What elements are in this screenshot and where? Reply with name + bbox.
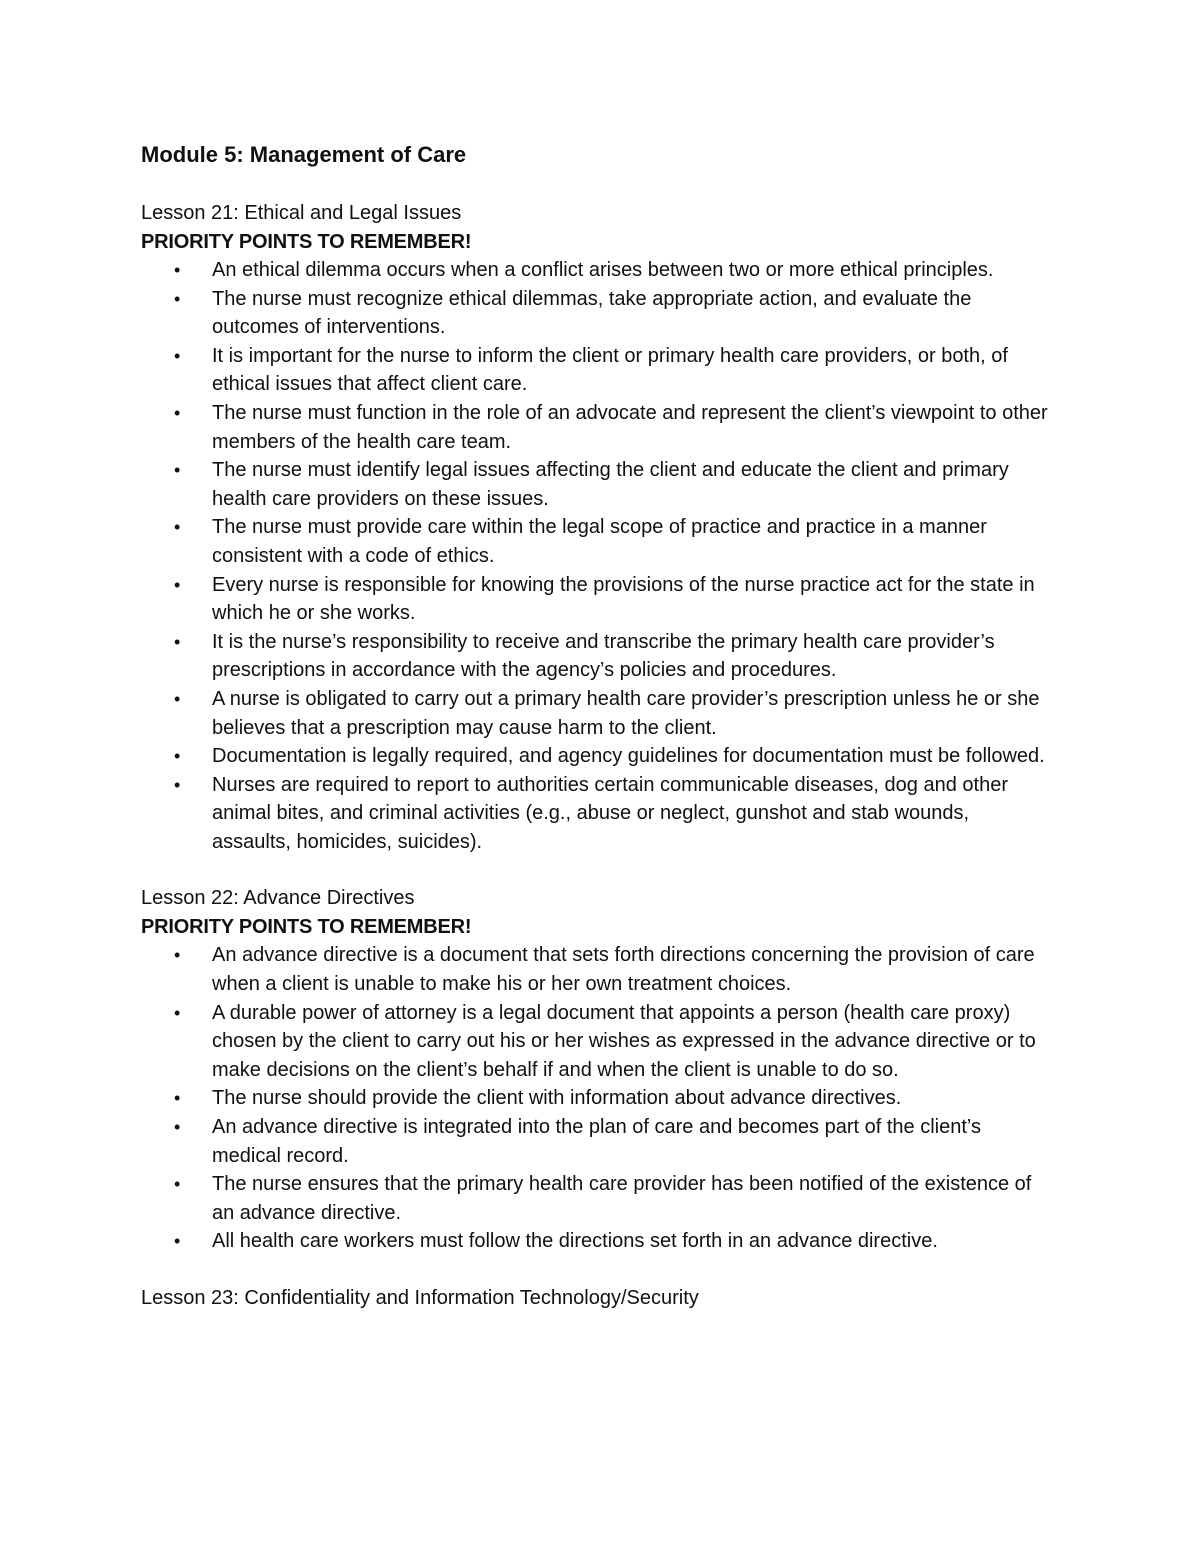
- lesson-23-title: Lesson 23: Confidentiality and Information Technology/Security: [141, 1287, 699, 1309]
- bullet-icon: •: [174, 688, 181, 709]
- point-text: It is important for the nurse to inform the client or primary health care providers, or both, of ethical issues that affect client care.: [212, 344, 1008, 396]
- point-text: An ethical dilemma occurs when a conflict arises between two or more ethical principles.: [212, 259, 994, 281]
- bullet-icon: •: [174, 1002, 181, 1023]
- point-text: A nurse is obligated to carry out a primary health care provider’s prescription unless he or she believes that a prescription may cause harm to the client.: [212, 687, 1040, 739]
- point-text: The nurse should provide the client with information about advance directives.: [212, 1087, 902, 1110]
- lesson-22-title: Lesson 22: Advance Directives: [141, 887, 415, 910]
- point-text: It is the nurse’s responsibility to receive and transcribe the primary health care provider’s prescriptions in accordance with the agency’s policies and procedures.: [212, 630, 995, 682]
- point-text: Nurses are required to report to authorities certain communicable diseases, dog and other animal bites, and criminal activities (e.g., abuse or neglect, gunshot and stab wounds, assaults, homicides, suicides).: [212, 773, 1008, 853]
- point-text: The nurse must identify legal issues affecting the client and educate the client and primary health care providers on these issues.: [212, 459, 1009, 510]
- bullet-icon: •: [174, 288, 181, 309]
- lesson-21-priority-heading: PRIORITY POINTS TO REMEMBER!: [141, 231, 472, 253]
- list-item: [141, 1113, 1061, 1170]
- bullet-icon: •: [174, 1174, 181, 1195]
- list-item: [141, 685, 1061, 742]
- list-item: [141, 999, 1061, 1085]
- bullet-icon: •: [174, 1088, 181, 1109]
- list-item: [141, 771, 1061, 857]
- point-text: The nurse must function in the role of an advocate and represent the client’s viewpoint to other members of the health care team.: [212, 401, 1048, 453]
- list-item: [141, 399, 1061, 456]
- list-item: [141, 285, 1061, 342]
- point-text: The nurse ensures that the primary health care provider has been notified of the existence of an advance directive.: [212, 1173, 1032, 1224]
- point-text: A durable power of attorney is a legal document that appoints a person (health care proxy) chosen by the client to carry out his or her wishes as expressed in the advance directive or to make decisions on the client’s behalf if and when the client is unable to do so.: [212, 1001, 1036, 1081]
- bullet-icon: •: [174, 402, 181, 423]
- bullet-icon: •: [174, 774, 181, 795]
- bullet-icon: •: [174, 517, 181, 538]
- bullet-icon: •: [174, 574, 181, 595]
- bullet-icon: •: [174, 1231, 181, 1252]
- bullet-icon: •: [174, 631, 181, 652]
- lesson-23-section: [141, 1284, 1061, 1313]
- point-text: The nurse must provide care within the legal scope of practice and practice in a manner consistent with a code of ethics.: [212, 516, 987, 567]
- document-content: [141, 139, 1061, 1313]
- lesson-21-points-list: [141, 256, 1061, 856]
- lesson-21-section: [141, 199, 1061, 856]
- list-item: [141, 456, 1061, 513]
- bullet-icon: •: [174, 460, 181, 481]
- list-item: [141, 571, 1061, 628]
- list-item: [141, 1084, 1061, 1113]
- list-item: [141, 342, 1061, 399]
- list-item: [141, 1170, 1061, 1227]
- module-title: Module 5: Management of Care: [141, 142, 467, 167]
- point-text: An advance directive is integrated into the plan of care and becomes part of the client’s medical record.: [212, 1116, 981, 1167]
- point-text: The nurse must recognize ethical dilemmas, take appropriate action, and evaluate the outcomes of interventions.: [212, 287, 972, 339]
- list-item: [141, 941, 1061, 998]
- point-text: Every nurse is responsible for knowing the provisions of the nurse practice act for the state in which he or she works.: [212, 573, 1035, 625]
- list-item: [141, 742, 1061, 771]
- bullet-icon: •: [174, 1117, 181, 1138]
- point-text: An advance directive is a document that sets forth directions concerning the provision of care when a client is unable to make his or her own treatment choices.: [212, 944, 1035, 996]
- list-item: [141, 513, 1061, 570]
- lesson-22-section: [141, 884, 1061, 1256]
- bullet-icon: •: [174, 746, 181, 767]
- bullet-icon: •: [174, 945, 181, 966]
- bullet-icon: •: [174, 345, 181, 366]
- bullet-icon: •: [174, 260, 181, 280]
- point-text: All health care workers must follow the directions set forth in an advance directive.: [212, 1230, 938, 1253]
- point-text: Documentation is legally required, and agency guidelines for documentation must be followed.: [212, 745, 1045, 768]
- lesson-22-priority-heading: PRIORITY POINTS TO REMEMBER!: [141, 916, 472, 939]
- list-item: [141, 628, 1061, 685]
- list-item: [141, 1227, 1061, 1256]
- lesson-21-title: Lesson 21: Ethical and Legal Issues: [141, 202, 462, 224]
- lesson-22-points-list: [141, 941, 1061, 1256]
- list-item: [141, 256, 1061, 285]
